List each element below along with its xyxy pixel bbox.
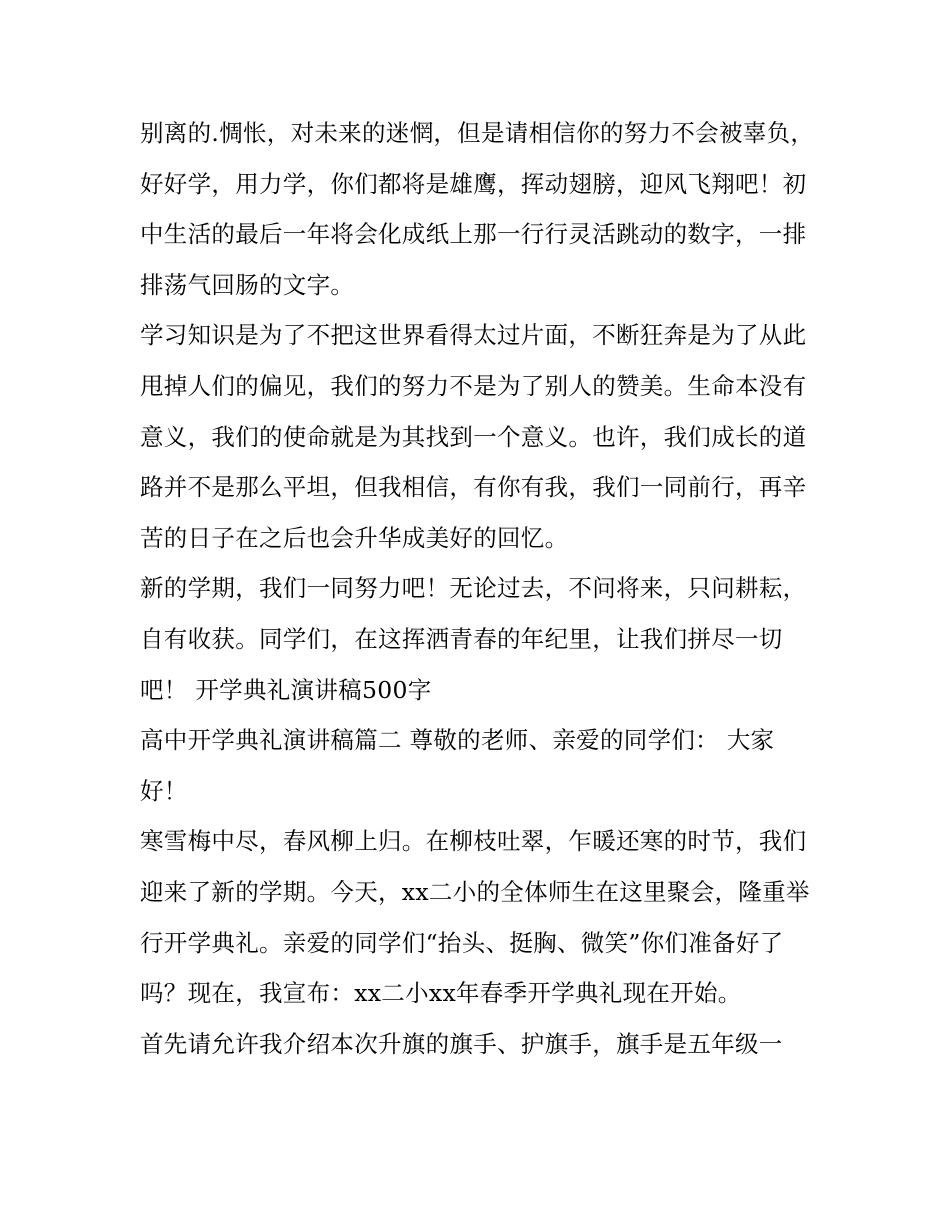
paragraph-3: 新的学期，我们一同努力吧！无论过去，不问将来，只问耕耘，自有收获。同学们，在这挥洒青春的年纪里，让我们拼尽一切吧！ 开学典礼演讲稿500字: [140, 574, 807, 704]
paragraph-6: 首先请允许我介绍本次升旗的旗手、护旗手，旗手是五年级一: [140, 1029, 783, 1058]
paragraph-1: 别离的.惆怅，对未来的迷惘，但是请相信你的努力不会被辜负，好好学，用力学，你们都将是雄鹰，挥动翅膀，迎风飞翔吧！初中生活的最后一年将会化成纸上那一行行灵活跳动的数字，一排排荡气回肠的文字。: [140, 119, 815, 299]
paragraph-2: 学习知识是为了不把这世界看得太过片面，不断狂奔是为了从此甩掉人们的偏见，我们的努力不是为了别人的赞美。生命本没有意义，我们的使命就是为其找到一个意义。也许，我们成长的道路并不是那么平坦，但我相信，有你有我，我们一同前行，再辛苦的日子在之后也会升华成美好的回忆。: [140, 321, 807, 552]
document-body: [140, 108, 820, 1069]
paragraph-5: 寒雪梅中尽，春风柳上归。在柳枝吐翠，乍暖还寒的时节，我们迎来了新的学期。今天，xx二小的全体师生在这里聚会，隆重举行开学典礼。亲爱的同学们“抬头、挺胸、微笑”你们准备好了吗？现在，我宣布：xx二小xx年春季开学典礼现在开始。: [140, 827, 810, 1008]
paragraph-4: 高中开学典礼演讲稿篇二 尊敬的老师、亲爱的同学们： 大家好！: [140, 726, 775, 805]
